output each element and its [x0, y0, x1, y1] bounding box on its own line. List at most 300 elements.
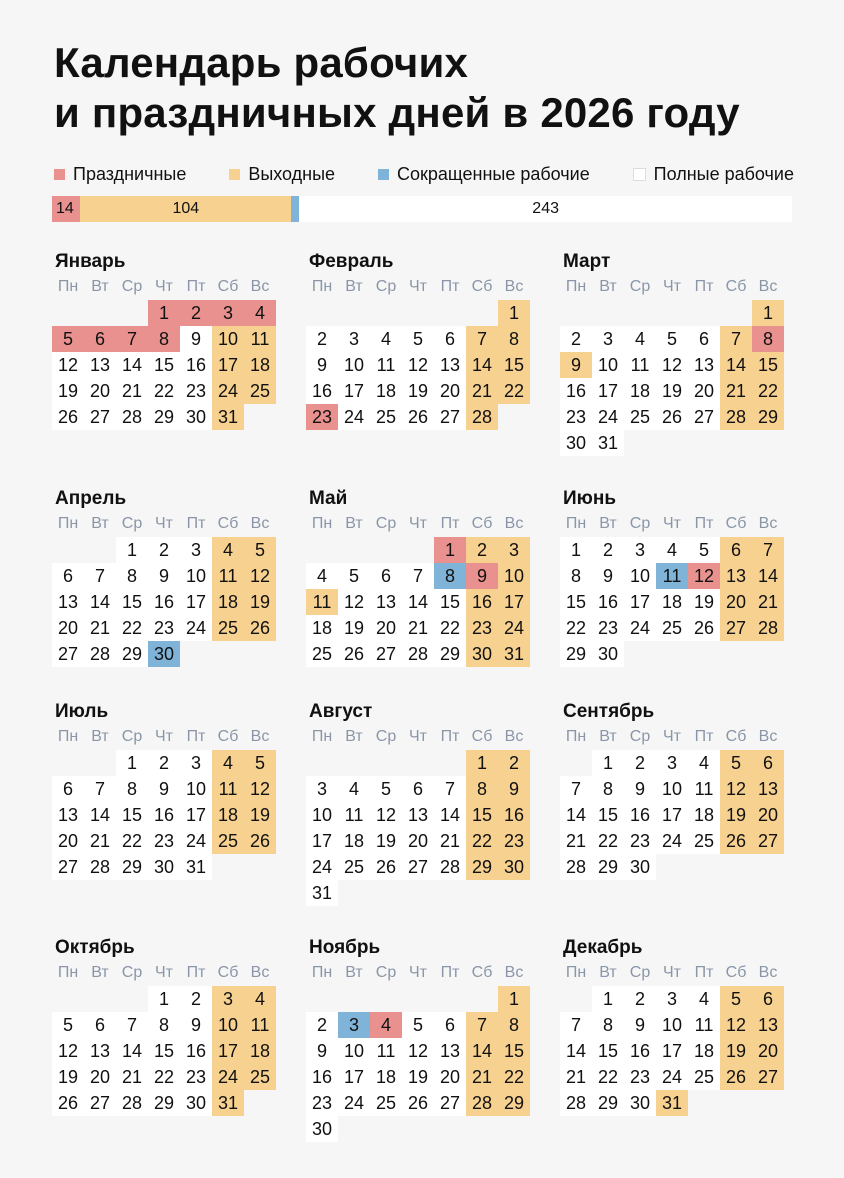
legend	[54, 164, 794, 185]
weekday-label: Чт	[155, 728, 173, 745]
day-cell: 24	[498, 615, 530, 641]
page-title	[54, 38, 740, 138]
weekday-label: Ср	[629, 515, 651, 532]
summary-value-holiday: 14	[56, 200, 74, 217]
day-cell: 27	[52, 854, 84, 880]
weekday-label: Вт	[599, 728, 617, 745]
weekday-label: Вс	[504, 728, 524, 745]
day-cell: 29	[148, 404, 180, 430]
day-cell: 17	[498, 589, 530, 615]
day-cell: 4	[212, 537, 244, 563]
weekday-label: Сб	[471, 515, 493, 532]
day-cell: 10	[624, 563, 656, 589]
day-cell: 19	[402, 378, 434, 404]
day-cell: 4	[688, 986, 720, 1012]
day-cell: 23	[466, 615, 498, 641]
weekday-label: Пт	[694, 515, 714, 532]
day-cell: 18	[338, 828, 370, 854]
weekday-label: Пт	[694, 964, 714, 981]
day-cell: 30	[624, 1090, 656, 1116]
day-cell: 26	[720, 1064, 752, 1090]
weekday-label: Вт	[599, 515, 617, 532]
day-cell: 23	[148, 828, 180, 854]
day-cell: 1	[560, 537, 592, 563]
days-grid	[52, 300, 292, 430]
weekday-header	[52, 513, 292, 535]
day-cell: 22	[116, 828, 148, 854]
weekday-label: Вт	[345, 515, 363, 532]
day-cell: 24	[656, 828, 688, 854]
day-cell: 12	[688, 563, 720, 589]
day-cell: 8	[560, 563, 592, 589]
day-cell: 15	[592, 1038, 624, 1064]
day-cell: 23	[306, 1090, 338, 1116]
month-block	[52, 936, 292, 1116]
day-cell: 6	[752, 750, 784, 776]
day-cell: 11	[624, 352, 656, 378]
day-cell: 11	[244, 326, 276, 352]
day-cell: 16	[592, 589, 624, 615]
day-cell: 17	[592, 378, 624, 404]
day-cell: 29	[148, 1090, 180, 1116]
title-line-1: Календарь рабочих	[54, 39, 469, 86]
day-cell: 24	[624, 615, 656, 641]
weekday-label: Чт	[155, 278, 173, 295]
day-cell: 18	[688, 1038, 720, 1064]
day-cell: 11	[306, 589, 338, 615]
day-cell: 6	[402, 776, 434, 802]
day-cell: 14	[434, 802, 466, 828]
day-cell: 13	[752, 776, 784, 802]
day-cell: 3	[656, 750, 688, 776]
day-cell: 17	[306, 828, 338, 854]
weekday-label: Пт	[440, 515, 460, 532]
day-cell: 2	[306, 1012, 338, 1038]
weekday-label: Сб	[471, 728, 493, 745]
day-cell: 21	[116, 1064, 148, 1090]
day-cell: 14	[560, 802, 592, 828]
day-cell: 3	[592, 326, 624, 352]
month-name: Январь	[55, 251, 126, 272]
day-cell: 19	[720, 802, 752, 828]
weekday-label: Вс	[250, 964, 270, 981]
day-cell: 14	[84, 589, 116, 615]
day-cell: 5	[688, 537, 720, 563]
day-cell: 6	[52, 563, 84, 589]
month-block	[560, 700, 800, 880]
day-cell: 10	[180, 776, 212, 802]
day-cell: 30	[624, 854, 656, 880]
month-block	[306, 250, 546, 430]
day-cell: 30	[592, 641, 624, 667]
day-cell: 3	[306, 776, 338, 802]
day-cell: 18	[212, 802, 244, 828]
weekday-label: Ср	[629, 278, 651, 295]
day-cell: 31	[180, 854, 212, 880]
day-cell: 20	[402, 828, 434, 854]
day-cell: 18	[656, 589, 688, 615]
day-cell: 19	[720, 1038, 752, 1064]
month-block	[560, 250, 800, 456]
day-cell: 8	[116, 563, 148, 589]
day-cell: 8	[592, 1012, 624, 1038]
weekday-label: Вт	[91, 278, 109, 295]
day-cell: 30	[180, 1090, 212, 1116]
day-cell: 9	[306, 1038, 338, 1064]
day-cell: 8	[752, 326, 784, 352]
day-cell: 5	[244, 537, 276, 563]
day-cell: 21	[402, 615, 434, 641]
day-cell: 20	[720, 589, 752, 615]
day-cell: 1	[498, 300, 530, 326]
day-cell: 1	[116, 750, 148, 776]
days-grid	[560, 300, 800, 456]
day-cell: 27	[720, 615, 752, 641]
day-cell: 21	[116, 378, 148, 404]
day-cell: 6	[84, 1012, 116, 1038]
day-cell: 12	[52, 1038, 84, 1064]
day-cell: 5	[402, 326, 434, 352]
weekday-header	[560, 726, 800, 748]
day-cell: 6	[688, 326, 720, 352]
day-cell: 10	[656, 776, 688, 802]
day-cell: 4	[338, 776, 370, 802]
day-cell: 4	[656, 537, 688, 563]
day-cell: 3	[338, 326, 370, 352]
days-grid	[560, 750, 800, 880]
day-cell: 10	[306, 802, 338, 828]
day-cell: 27	[52, 641, 84, 667]
month-block	[306, 487, 546, 667]
days-grid	[306, 750, 546, 906]
day-cell: 2	[498, 750, 530, 776]
day-cell: 19	[338, 615, 370, 641]
day-cell: 30	[560, 430, 592, 456]
month-name: Февраль	[309, 251, 394, 272]
day-cell: 16	[306, 1064, 338, 1090]
day-cell: 4	[244, 986, 276, 1012]
day-cell: 31	[212, 1090, 244, 1116]
weekday-label: Вс	[758, 515, 778, 532]
day-cell: 14	[466, 352, 498, 378]
weekday-label: Ср	[375, 278, 397, 295]
day-cell: 1	[116, 537, 148, 563]
day-cell: 19	[52, 378, 84, 404]
day-cell: 4	[370, 326, 402, 352]
day-cell: 12	[244, 563, 276, 589]
day-cell: 4	[624, 326, 656, 352]
days-grid	[560, 537, 800, 667]
day-cell: 26	[402, 1090, 434, 1116]
day-cell: 4	[244, 300, 276, 326]
legend-label-full: Полные рабочие	[653, 164, 794, 184]
weekday-header	[52, 726, 292, 748]
day-cell: 8	[592, 776, 624, 802]
day-cell: 1	[148, 300, 180, 326]
month-name: Апрель	[55, 488, 127, 509]
weekday-label: Чт	[155, 964, 173, 981]
day-cell: 17	[624, 589, 656, 615]
day-cell: 21	[466, 378, 498, 404]
weekday-label: Чт	[663, 964, 681, 981]
day-cell: 22	[592, 828, 624, 854]
day-cell: 28	[752, 615, 784, 641]
day-cell: 26	[244, 828, 276, 854]
day-cell: 23	[560, 404, 592, 430]
day-cell: 16	[148, 802, 180, 828]
day-cell: 12	[52, 352, 84, 378]
day-cell: 21	[560, 828, 592, 854]
days-grid	[306, 537, 546, 667]
weekday-label: Сб	[725, 728, 747, 745]
day-cell: 19	[402, 1064, 434, 1090]
month-block	[52, 487, 292, 667]
legend-swatch-full	[633, 168, 646, 181]
day-cell: 24	[306, 854, 338, 880]
day-cell: 22	[752, 378, 784, 404]
weekday-label: Пн	[57, 278, 79, 295]
day-cell: 12	[402, 1038, 434, 1064]
weekday-label: Чт	[409, 728, 427, 745]
day-cell: 9	[180, 1012, 212, 1038]
day-cell: 16	[466, 589, 498, 615]
day-cell: 30	[498, 854, 530, 880]
day-cell: 29	[498, 1090, 530, 1116]
month-name: Март	[563, 251, 611, 272]
day-cell: 28	[720, 404, 752, 430]
day-cell: 28	[466, 404, 498, 430]
weekday-label: Пт	[186, 515, 206, 532]
summary-segment-short	[291, 196, 299, 222]
weekday-label: Вт	[599, 964, 617, 981]
day-cell: 12	[338, 589, 370, 615]
day-cell: 22	[148, 1064, 180, 1090]
weekday-label: Сб	[725, 964, 747, 981]
day-cell: 18	[624, 378, 656, 404]
day-cell: 20	[370, 615, 402, 641]
day-cell: 12	[370, 802, 402, 828]
day-cell: 17	[212, 352, 244, 378]
day-cell: 20	[688, 378, 720, 404]
day-cell: 28	[116, 404, 148, 430]
day-cell: 2	[560, 326, 592, 352]
day-cell: 4	[370, 1012, 402, 1038]
day-cell: 22	[498, 1064, 530, 1090]
legend-label-short: Сокращенные рабочие	[396, 164, 590, 184]
weekday-label: Вт	[599, 278, 617, 295]
weekday-label: Вт	[91, 515, 109, 532]
day-cell: 8	[434, 563, 466, 589]
day-cell: 7	[84, 776, 116, 802]
day-cell: 24	[180, 615, 212, 641]
day-cell: 3	[624, 537, 656, 563]
day-cell: 23	[498, 828, 530, 854]
weekday-label: Пт	[186, 964, 206, 981]
day-cell: 8	[148, 326, 180, 352]
day-cell: 13	[752, 1012, 784, 1038]
day-cell: 22	[592, 1064, 624, 1090]
day-cell: 14	[116, 352, 148, 378]
day-cell: 2	[624, 986, 656, 1012]
day-cell: 15	[116, 589, 148, 615]
day-cell: 8	[466, 776, 498, 802]
day-cell: 8	[498, 1012, 530, 1038]
day-cell: 8	[148, 1012, 180, 1038]
day-cell: 2	[180, 986, 212, 1012]
weekday-label: Сб	[217, 964, 239, 981]
day-cell: 7	[84, 563, 116, 589]
day-cell: 18	[212, 589, 244, 615]
weekday-header	[306, 726, 546, 748]
weekday-label: Вс	[758, 728, 778, 745]
day-cell: 28	[466, 1090, 498, 1116]
legend-item-weekend	[229, 164, 335, 185]
day-cell: 1	[592, 986, 624, 1012]
day-cell: 23	[306, 404, 338, 430]
day-cell: 27	[752, 1064, 784, 1090]
month-name: Июль	[55, 701, 109, 722]
day-cell: 10	[212, 326, 244, 352]
month-name: Июнь	[563, 488, 617, 509]
day-cell: 6	[434, 326, 466, 352]
weekday-label: Ср	[121, 728, 143, 745]
weekday-header	[306, 276, 546, 298]
weekday-label: Вт	[91, 964, 109, 981]
day-cell: 26	[52, 404, 84, 430]
day-cell: 9	[498, 776, 530, 802]
day-cell: 7	[402, 563, 434, 589]
day-cell: 3	[212, 986, 244, 1012]
weekday-label: Вс	[250, 515, 270, 532]
day-cell: 23	[180, 378, 212, 404]
day-cell: 23	[148, 615, 180, 641]
day-cell: 29	[592, 854, 624, 880]
day-cell: 6	[84, 326, 116, 352]
day-cell: 15	[148, 1038, 180, 1064]
legend-swatch-short	[378, 169, 389, 180]
weekday-label: Пн	[565, 515, 587, 532]
weekday-label: Пт	[186, 728, 206, 745]
day-cell: 27	[434, 1090, 466, 1116]
day-cell: 10	[656, 1012, 688, 1038]
day-cell: 13	[84, 352, 116, 378]
day-cell: 2	[180, 300, 212, 326]
day-cell: 17	[656, 1038, 688, 1064]
day-cell: 29	[116, 854, 148, 880]
weekday-label: Пт	[440, 278, 460, 295]
day-cell: 24	[338, 1090, 370, 1116]
weekday-label: Пн	[311, 964, 333, 981]
day-cell: 11	[688, 1012, 720, 1038]
weekday-header	[560, 276, 800, 298]
day-cell: 11	[688, 776, 720, 802]
weekday-label: Вт	[91, 728, 109, 745]
month-name: Декабрь	[563, 937, 643, 958]
day-cell: 16	[624, 802, 656, 828]
day-cell: 31	[498, 641, 530, 667]
day-cell: 16	[180, 352, 212, 378]
day-cell: 5	[656, 326, 688, 352]
day-cell: 25	[656, 615, 688, 641]
weekday-header	[52, 962, 292, 984]
day-cell: 19	[688, 589, 720, 615]
month-block	[560, 487, 800, 667]
weekday-label: Пт	[186, 278, 206, 295]
day-cell: 25	[212, 615, 244, 641]
day-cell: 20	[434, 1064, 466, 1090]
weekday-label: Чт	[663, 278, 681, 295]
day-cell: 11	[338, 802, 370, 828]
day-cell: 11	[212, 563, 244, 589]
day-cell: 11	[370, 352, 402, 378]
weekday-label: Вс	[250, 278, 270, 295]
weekday-label: Сб	[471, 964, 493, 981]
day-cell: 9	[624, 1012, 656, 1038]
day-cell: 17	[338, 1064, 370, 1090]
weekday-label: Ср	[375, 728, 397, 745]
day-cell: 4	[306, 563, 338, 589]
day-cell: 25	[370, 404, 402, 430]
day-cell: 31	[656, 1090, 688, 1116]
day-cell: 18	[688, 802, 720, 828]
weekday-label: Ср	[375, 964, 397, 981]
day-cell: 22	[560, 615, 592, 641]
day-cell: 15	[148, 352, 180, 378]
days-grid	[52, 750, 292, 880]
day-cell: 10	[498, 563, 530, 589]
weekday-label: Сб	[471, 278, 493, 295]
day-cell: 2	[148, 537, 180, 563]
day-cell: 21	[752, 589, 784, 615]
weekday-label: Пн	[57, 515, 79, 532]
day-cell: 24	[656, 1064, 688, 1090]
day-cell: 13	[370, 589, 402, 615]
day-cell: 28	[84, 641, 116, 667]
day-cell: 5	[52, 326, 84, 352]
day-cell: 30	[180, 404, 212, 430]
day-cell: 31	[306, 880, 338, 906]
day-cell: 24	[180, 828, 212, 854]
day-cell: 13	[52, 589, 84, 615]
weekday-label: Чт	[155, 515, 173, 532]
weekday-label: Вс	[758, 278, 778, 295]
legend-item-short	[378, 164, 590, 185]
month-block	[306, 936, 546, 1142]
day-cell: 30	[148, 854, 180, 880]
month-block	[52, 700, 292, 880]
day-cell: 5	[338, 563, 370, 589]
days-grid	[306, 986, 546, 1142]
day-cell: 28	[560, 854, 592, 880]
day-cell: 15	[592, 802, 624, 828]
month-name: Октябрь	[55, 937, 135, 958]
day-cell: 19	[52, 1064, 84, 1090]
day-cell: 26	[244, 615, 276, 641]
day-cell: 19	[244, 589, 276, 615]
day-cell: 24	[338, 404, 370, 430]
day-cell: 7	[560, 776, 592, 802]
day-cell: 29	[592, 1090, 624, 1116]
day-cell: 23	[624, 828, 656, 854]
day-cell: 12	[244, 776, 276, 802]
weekday-label: Чт	[409, 515, 427, 532]
weekday-label: Вт	[345, 278, 363, 295]
day-cell: 22	[148, 378, 180, 404]
day-cell: 20	[752, 802, 784, 828]
day-cell: 15	[498, 1038, 530, 1064]
day-cell: 6	[370, 563, 402, 589]
day-cell: 17	[338, 378, 370, 404]
